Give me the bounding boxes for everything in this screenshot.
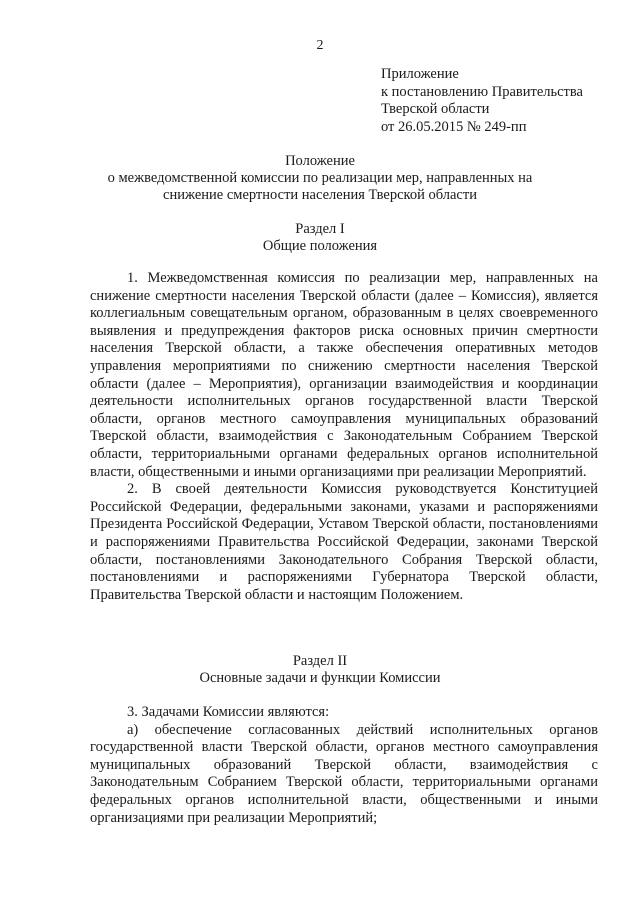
paragraph-1: 1. Межведомственная комиссия по реализации мер, направленных на снижение смертности населения Тверской области (далее – Комиссия), является коллегиальным совещательным органом, образованным в целях своевременного выявления и предупреждения факторов риска основных причин смертности населения Тверской области, а также обеспечения оперативных методов управления мероприятиями по снижению смертности населения Тверской области (далее – Мероприятия), организации взаимодействия и координации деятельности исполнительных органов государственной власти Тверской области, органов местного самоуправления муниципальных образований Тверской области, взаимодействия с Законодательным Собранием Тверской области, территориальными органами федеральных органов исполнительной власти, общественными и иными организациями при реализации Мероприятий. [90,270,598,480]
section-1-heading: Раздел I [295,221,345,237]
paragraph-3a: а) обеспечение согласованных действий исполнительных органов государственной власти Тверской области, органов местного самоуправления муниципальных образований Тверской области, взаимодействия с Законодательным Собранием Тверской области, территориальными органами федеральных органов исполнительной власти, общественными и иными организациями при реализации Мероприятий; [90,721,598,826]
section-2-subheading: Основные задачи и функции Комиссии [199,670,441,686]
title-line-1: Положение [285,153,355,169]
appendix-block [381,66,583,136]
section-1-subheading: Общие положения [262,238,378,254]
appendix-line-2: к постановлению Правительства [381,83,583,100]
page-number: 2 [316,38,324,53]
appendix-line-3: Тверской области [381,101,490,117]
paragraph-3: 3. Задачами Комиссии являются: [127,704,330,720]
document-title [0,153,640,204]
section-1-body [90,270,598,604]
section-2-body [90,704,598,827]
appendix-line-4: от 26.05.2015 № 249-пп [381,118,527,135]
section-2-heading: Раздел II [292,653,348,669]
paragraph-2: 2. В своей деятельности Комиссия руководствуется Конституцией Российской Федерации, федеральными законами, указами и распоряжениями Президента Российской Федерации, Уставом Тверской области, постановлениями и распоряжениями Правительства Российской Федерации, законами Тверской области, постановлениями Законодательного Собрания Тверской области, постановлениями и распоряжениями Губернатора Тверской области, Правительства Тверской области и настоящим Положением. [90,481,598,603]
title-line-2: о межведомственной комиссии по реализации мер, направленных на [107,170,533,186]
title-line-3: снижение смертности населения Тверской области [163,187,477,203]
section-2-header [0,653,640,687]
section-1-header [0,221,640,255]
appendix-line-1: Приложение [381,66,459,82]
